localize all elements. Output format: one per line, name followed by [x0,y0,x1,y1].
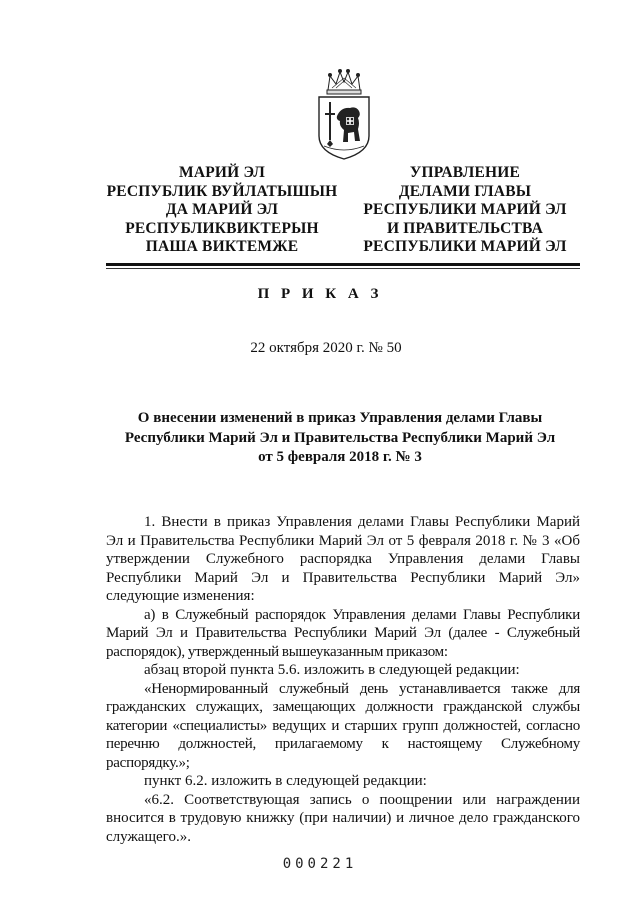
body-paragraph: «6.2. Соответствующая запись о поощрении или награждении вносится в трудовую книжку (при наличии) и личное дело гражданского служащего.». [106,791,580,845]
subject-line: О внесении изменений в приказ Управления делами Главы [137,410,543,426]
mari-el-coat-of-arms-icon [314,66,374,162]
header-right-line: РЕСПУБЛИКИ МАРИЙ ЭЛ [363,238,567,255]
document-date-number: 22 октября 2020 г. № 50 [250,340,402,356]
header-right-line: УПРАВЛЕНИЕ [409,164,521,181]
document-subject [100,409,580,468]
header-left-line: РЕСПУБЛИКВИКТЕРЫН [125,219,319,237]
document-type-title: П Р И К А З [257,286,383,302]
header-right-line: И ПРАВИТЕЛЬСТВА [386,219,544,237]
document-body [106,513,580,846]
header-right-authority [340,164,590,257]
header-left-authority [97,164,347,257]
subject-line: от 5 февраля 2018 г. № 3 [258,449,422,465]
body-paragraph: абзац второй пункта 5.6. изложить в следующей редакции: [144,662,520,678]
header-left-line: ПАША ВИКТЕМЖЕ [145,238,299,255]
body-paragraph: 1. Внести в приказ Управления делами Главы Республики Марий Эл и Правительства Республики Марий Эл от 5 февраля 2018 г. № 3 «Об утверждении Служебного распорядка Управления делами Главы Республики Марий Эл и Правительства Республики Марий Эл» следующие изменения: [106,514,580,604]
header-right-line: РЕСПУБЛИКИ МАРИЙ ЭЛ [363,201,567,218]
subject-line: Республики Марий Эл и Правительства Республики Марий Эл [124,429,556,446]
header-left-line: РЕСПУБЛИК ВУЙЛАТЫШЫН [106,182,338,200]
header-left-line: ДА МАРИЙ ЭЛ [165,201,279,218]
header-divider-thin [106,268,580,269]
body-paragraph: пункт 6.2. изложить в следующей редакции: [144,773,427,789]
body-paragraph: «Ненормированный служебный день устанавливается также для гражданских служащих, замещающих должности гражданской службы категории «специалисты» ведущих и старших групп должностей, согласно перечню должностей, прилагаемому к настоящему Служебному распорядку.»; [106,680,580,771]
page-serial-number: 000221 [282,856,358,872]
header-left-line: МАРИЙ ЭЛ [179,164,265,181]
header-divider-thick [106,263,580,266]
header-right-line: ДЕЛАМИ ГЛАВЫ [398,182,532,200]
body-paragraph: а) в Служебный распорядок Управления делами Главы Республики Марий Эл и Правительства Республики Марий Эл (далее - Служебный распорядок), утвержденный вышеуказанным приказом: [106,606,580,660]
